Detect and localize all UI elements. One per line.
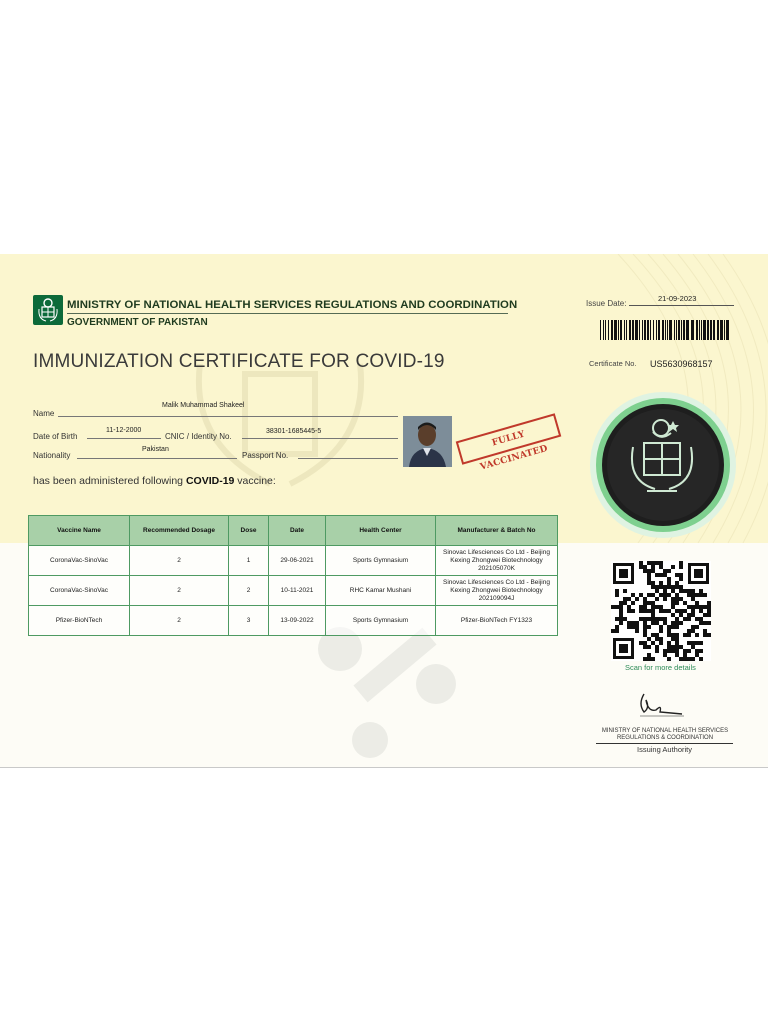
table-cell: Sports Gymnasium <box>326 606 436 636</box>
administered-vaccine: COVID-19 <box>185 475 235 487</box>
signature-image <box>632 690 688 720</box>
table-cell: 2 <box>130 576 229 606</box>
nationality-value: Pakistan <box>142 446 169 453</box>
dob-value: 11-12-2000 <box>106 427 142 434</box>
table-cell: RHC Kamar Mushani <box>326 576 436 606</box>
issue-date-label: Issue Date: <box>586 299 627 308</box>
issue-date-value: 21-09-2023 <box>658 294 697 303</box>
nationality-rule <box>77 458 237 459</box>
table-cell: Sinovac Lifesciences Co Ltd - Beijing Kexing Zhongwei Biotechnology 202109094J <box>436 576 558 606</box>
dob-rule <box>87 438 161 439</box>
name-label: Name <box>33 409 55 418</box>
cnic-rule <box>242 438 398 439</box>
certificate-bottom-border <box>0 767 768 768</box>
column-header: Health Center <box>326 516 436 546</box>
qr-caption: Scan for more details <box>625 663 696 672</box>
column-header: Dose <box>229 516 269 546</box>
issuing-authority-role: Issuing Authority <box>636 745 693 754</box>
administered-prefix: has been administered following <box>33 475 184 487</box>
table-cell: CoronaVac-SinoVac <box>29 576 130 606</box>
table-cell: 2 <box>130 546 229 576</box>
vaccination-table <box>28 515 558 636</box>
column-header: Recommended Dosage <box>130 516 229 546</box>
table-cell: 10-11-2021 <box>269 576 326 606</box>
cnic-label: CNIC / Identity No. <box>165 432 232 441</box>
seal-icon <box>589 391 737 539</box>
passport-label: Passport No. <box>242 451 289 460</box>
ministry-name: MINISTRY OF NATIONAL HEALTH SERVICES REGULATIONS AND COORDINATION <box>67 299 518 311</box>
name-rule <box>58 416 398 417</box>
certificate <box>0 254 768 768</box>
table-cell: 29-06-2021 <box>269 546 326 576</box>
fully-vaccinated-stamp: FULLY VACCINATED <box>456 413 562 464</box>
certificate-number-value: US5630968157 <box>650 359 713 369</box>
table-cell: 3 <box>229 606 269 636</box>
government-name: GOVERNMENT OF PAKISTAN <box>67 317 208 328</box>
table-row <box>29 606 558 636</box>
table-cell: Sports Gymnasium <box>326 546 436 576</box>
table-cell: Sinovac Lifesciences Co Ltd - Beijing Kexing Zhongwei Biotechnology 202105070K <box>436 546 558 576</box>
table-cell: Pfizer-BioNTech <box>29 606 130 636</box>
issuing-authority-rule <box>596 743 733 744</box>
table-cell: Pfizer-BioNTech FY1323 <box>436 606 558 636</box>
name-value: Malik Muhammad Shakeel <box>162 402 245 409</box>
cnic-value: 38301-1685445-5 <box>266 428 322 435</box>
table-row <box>29 576 558 606</box>
passport-rule <box>298 458 398 459</box>
table-row <box>29 546 558 576</box>
emblem-icon <box>33 295 63 325</box>
dob-label: Date of Birth <box>33 432 78 441</box>
ministry-underline <box>67 313 508 314</box>
certificate-title: IMMUNIZATION CERTIFICATE FOR COVID-19 <box>33 351 445 372</box>
certificate-number-label: Certificate No. <box>589 359 637 368</box>
administered-statement <box>33 475 276 487</box>
table-cell: 13-09-2022 <box>269 606 326 636</box>
column-header: Manufacturer & Batch No <box>436 516 558 546</box>
barcode-icon <box>600 320 730 340</box>
table-header-row <box>29 516 558 546</box>
table-cell: 2 <box>130 606 229 636</box>
table-cell: 1 <box>229 546 269 576</box>
column-header: Date <box>269 516 326 546</box>
issue-date-rule <box>629 305 734 306</box>
table-cell: CoronaVac-SinoVac <box>29 546 130 576</box>
administered-suffix: vaccine: <box>237 475 276 487</box>
holder-photo <box>403 416 452 467</box>
issuing-authority-name: MINISTRY OF NATIONAL HEALTH SERVICES REGULATIONS & COORDINATION <box>601 728 729 741</box>
nationality-label: Nationality <box>33 451 71 460</box>
qr-code-icon <box>611 561 711 661</box>
column-header: Vaccine Name <box>29 516 130 546</box>
table-cell: 2 <box>229 576 269 606</box>
